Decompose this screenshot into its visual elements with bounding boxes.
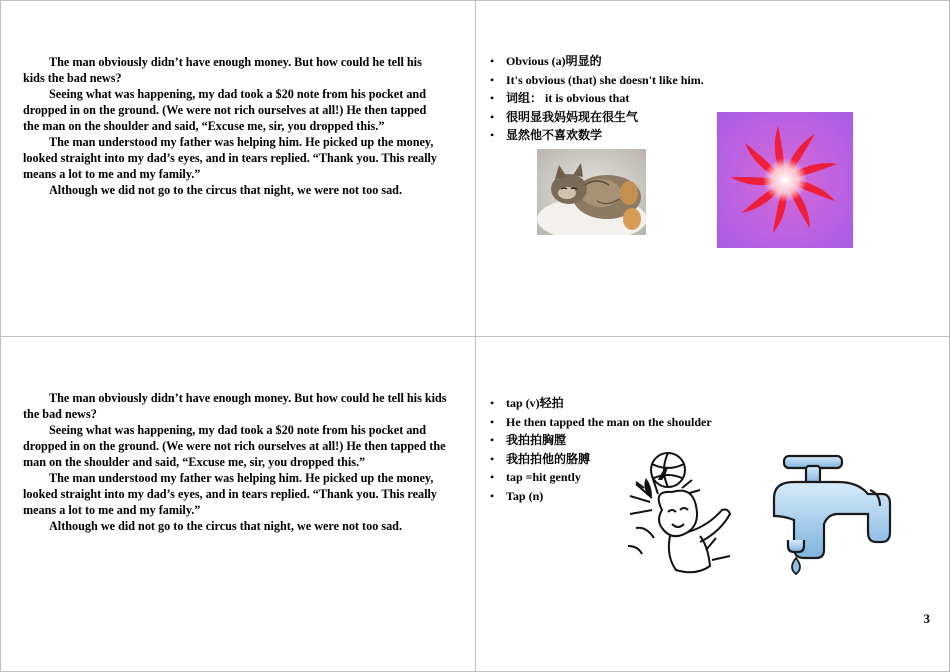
slide3-story-text bbox=[23, 390, 465, 534]
vocab-bullet: • 很明显我妈妈现在很生气 bbox=[490, 108, 704, 127]
vocab-bullet: • Tap (n) bbox=[490, 487, 712, 506]
water-tap-image bbox=[766, 452, 896, 576]
swirl-illusion-image bbox=[717, 112, 853, 248]
story-paragraph: The man obviously didn’t have enough money. But how could he tell his kids the bad news? bbox=[23, 55, 422, 85]
vocab-bullet: • He then tapped the man on the shoulder bbox=[490, 413, 712, 432]
story-paragraph: The man understood my father was helping him. He picked up the money, looked straight into my dad’s eyes, and in tears replied. “Thank you. This really means a lot to me and my family.” bbox=[23, 135, 437, 181]
slide1-story-text bbox=[23, 54, 441, 198]
ball-hit-cartoon bbox=[622, 450, 747, 578]
story-paragraph: The man obviously didn’t have enough money. But how could he tell his kids the bad news? bbox=[23, 391, 447, 421]
vocab-bullet: • tap (v)轻拍 bbox=[490, 394, 712, 413]
story-paragraph: Seeing what was happening, my dad took a $20 note from his pocket and dropped in on the ground. (We were not rich ourselves at all!) He then tapped the man on the shoulder and said, “Excuse me, sir, you dropped this.” bbox=[23, 423, 446, 469]
vocab-bullet: • 词组： it is obvious that bbox=[490, 89, 704, 108]
story-paragraph: Seeing what was happening, my dad took a $20 note from his pocket and dropped in on the ground. (We were not rich ourselves at all!) He then tapped the man on the shoulder and said, “Excuse me, sir, you dropped this.” bbox=[23, 87, 427, 133]
horizontal-divider bbox=[0, 336, 950, 337]
slide2-vocab-list bbox=[490, 52, 704, 145]
vocab-bullet: • 我拍拍胸膛 bbox=[490, 431, 712, 450]
story-paragraph: The man understood my father was helping him. He picked up the money, looked straight into my dad’s eyes, and in tears replied. “Thank you. This really means a lot to me and my family.” bbox=[23, 471, 437, 517]
vocab-bullet: • It's obvious (that) she doesn't like him. bbox=[490, 71, 704, 90]
vocab-bullet: • tap =hit gently bbox=[490, 468, 712, 487]
story-paragraph: Although we did not go to the circus that night, we were not too sad. bbox=[49, 519, 402, 533]
vocab-bullet: • 显然他不喜欢数学 bbox=[490, 126, 704, 145]
story-paragraph: Although we did not go to the circus that night, we were not too sad. bbox=[49, 183, 402, 197]
vocab-bullet: • 我拍拍他的胳膊 bbox=[490, 450, 712, 469]
cats-photo bbox=[537, 149, 646, 235]
page-number: 3 bbox=[923, 611, 930, 626]
vocab-bullet: • Obvious (a)明显的 bbox=[490, 52, 704, 71]
